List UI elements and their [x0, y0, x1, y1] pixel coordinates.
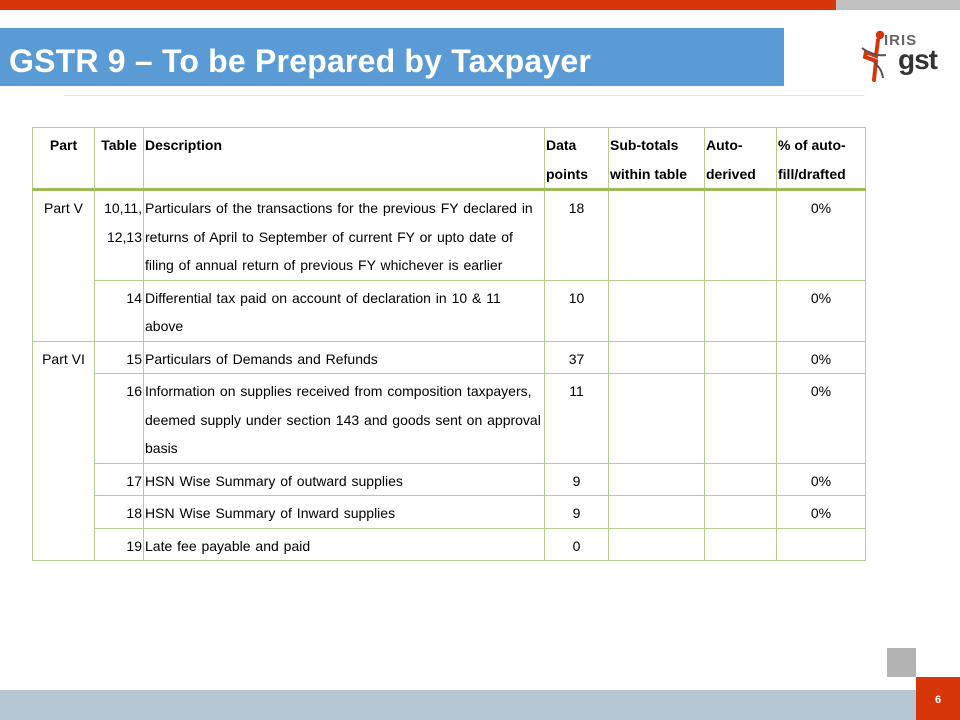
pct-cell: 0% [777, 463, 866, 496]
logo-text-gst: gst [898, 44, 937, 75]
table-row [33, 463, 866, 496]
description-cell: Particulars of Demands and Refunds [144, 341, 545, 374]
pct-cell: 0% [777, 280, 866, 341]
table-row [33, 496, 866, 529]
pct-cell: 0% [777, 341, 866, 374]
auto-derived-cell [705, 463, 777, 496]
data-points-cell: 37 [545, 341, 609, 374]
table-number-cell: 15 [95, 341, 144, 374]
table-number-cell: 14 [95, 280, 144, 341]
table-number-cell: 17 [95, 463, 144, 496]
pct-cell: 0% [777, 190, 866, 281]
description-cell: HSN Wise Summary of outward supplies [144, 463, 545, 496]
data-points-cell: 18 [545, 190, 609, 281]
bottom-bar [0, 690, 916, 720]
table-number-cell: 18 [95, 496, 144, 529]
table-row [33, 528, 866, 561]
auto-derived-cell [705, 341, 777, 374]
table-header-row [33, 128, 866, 190]
subtotals-cell [609, 496, 705, 529]
header-divider [64, 95, 864, 96]
subtotals-cell [609, 528, 705, 561]
table-number-cell: 10,11, 12,13 [95, 190, 144, 281]
corner-gray-square [887, 648, 916, 677]
pct-cell: 0% [777, 496, 866, 529]
gstr9-parts-table [32, 127, 866, 561]
table-number-cell: 16 [95, 374, 144, 464]
description-cell: Differential tax paid on account of declaration in 10 & 11 above [144, 280, 545, 341]
header-description: Description [144, 128, 545, 190]
auto-derived-cell [705, 528, 777, 561]
top-gray-bar [836, 0, 960, 10]
subtotals-cell [609, 190, 705, 281]
subtotals-cell [609, 280, 705, 341]
page-number: 6 [934, 694, 942, 706]
header-subtotals: Sub-totals within table [609, 128, 705, 190]
header-data-points: Data points [545, 128, 609, 190]
data-points-cell: 9 [545, 496, 609, 529]
data-points-cell: 11 [545, 374, 609, 464]
logo-text-iris: IRIS [884, 32, 918, 49]
auto-derived-cell [705, 496, 777, 529]
auto-derived-cell [705, 280, 777, 341]
pct-cell [777, 528, 866, 561]
auto-derived-cell [705, 190, 777, 281]
table-row [33, 374, 866, 464]
data-points-cell: 10 [545, 280, 609, 341]
table-row [33, 280, 866, 341]
description-cell: Information on supplies received from composition taxpayers, deemed supply under section 143 and goods sent on approval basis [144, 374, 545, 464]
header-auto-derived: Auto-derived [705, 128, 777, 190]
header-pct-auto: % of auto-fill/drafted [777, 128, 866, 190]
table-row [33, 190, 866, 281]
table-number-cell: 19 [95, 528, 144, 561]
subtotals-cell [609, 341, 705, 374]
slide-title: GSTR 9 – To be Prepared by Taxpayer [9, 43, 592, 79]
pct-cell: 0% [777, 374, 866, 464]
description-cell: HSN Wise Summary of Inward supplies [144, 496, 545, 529]
top-accent-bar [0, 0, 836, 10]
data-points-cell: 0 [545, 528, 609, 561]
subtotals-cell [609, 374, 705, 464]
description-cell: Late fee payable and paid [144, 528, 545, 561]
subtotals-cell [609, 463, 705, 496]
data-points-cell: 9 [545, 463, 609, 496]
auto-derived-cell [705, 374, 777, 464]
part-cell: Part VI [33, 341, 95, 561]
description-cell: Particulars of the transactions for the previous FY declared in returns of April to September of current FY or upto date of filing of annual return of previous FY whichever is earlier [144, 190, 545, 281]
header-part: Part [33, 128, 95, 190]
table-row [33, 341, 866, 374]
header-table: Table [95, 128, 144, 190]
part-cell: Part V [33, 190, 95, 342]
